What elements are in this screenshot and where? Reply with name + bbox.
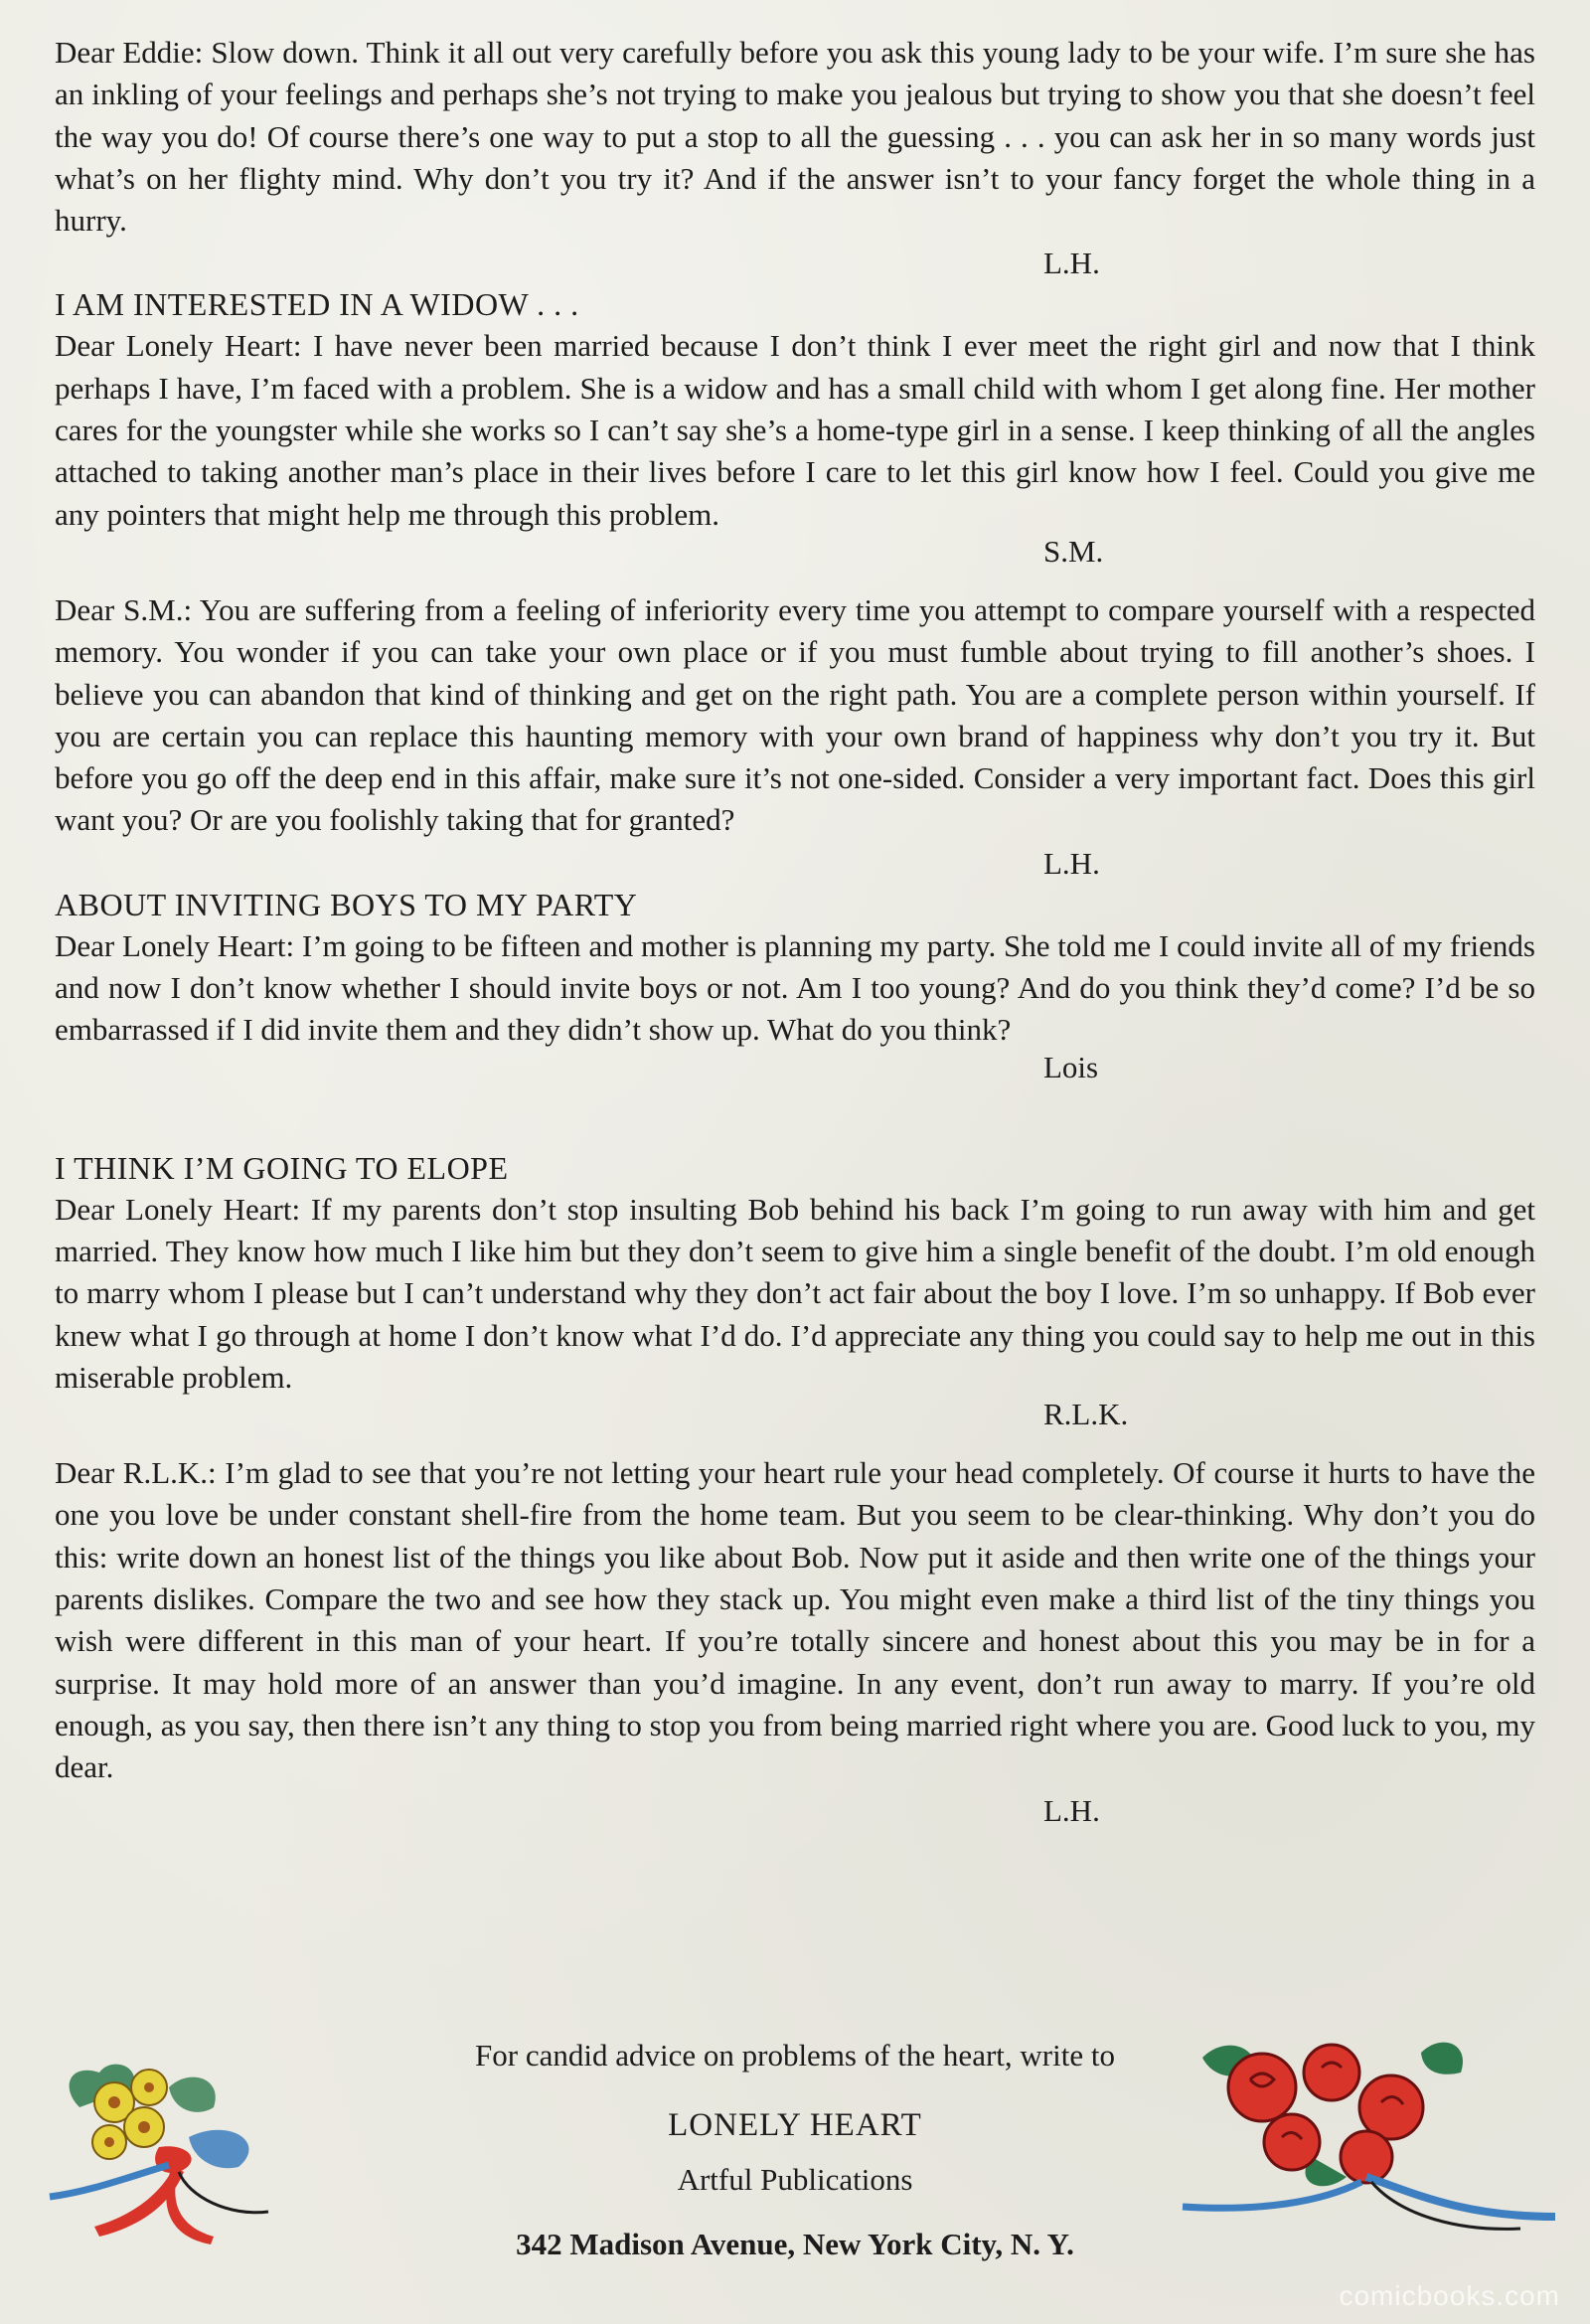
elope-letter-text: Dear Lonely Heart: If my parents don’t stop insulting Bob behind his back I’m going to run away with him and get married. They know how much I like him but they don’t seem to give him a single benefit of the doubt. I’m old enough to marry whom I please but I can’t understand why they don’t act fair about the boy I love. I’m so unhappy. If Bob ever knew what I go through at home I don’t know what I’d do. I’d appreciate any thing you could say to help me out in this miserable problem. [55, 1191, 1535, 1395]
reply-eddie-signature: L.H. [1043, 246, 1100, 281]
reply-rlk-text: Dear R.L.K.: I’m glad to see that you’re not letting your heart rule your head completely. Of course it hurts to have the one you love be under constant shell-fire from the home team. But you seem to be clear-thinking. Why don’t you do this: write down an honest list of the things you like about Bob. Now put it aside and then write one of the things your parents dislikes. Compare the two and see how they stack up. You might even make a third list of the tiny things you wish were different in this man of your heart. If you’re totally sincere and honest about this you may be in for a surprise. It may hold more of an answer than you’d imagine. In any event, don’t run away to marry. If you’re old enough, as you say, then there isn’t any thing to stop you from being married right where you are. Good luck to you, my dear. [55, 1455, 1535, 1785]
widow-letter-signature: S.M. [1043, 533, 1104, 569]
reply-sm-text: Dear S.M.: You are suffering from a feeling of inferiority every time you attempt to compare yourself with a respected memory. You wonder if you can take your own place or if you must fumble about trying to fill another’s shoes. I believe you can abandon that kind of thinking and get on the right path. You are a complete person within yourself. If you are certain you can replace this haunting memory with your own brand of happiness why don’t you try it. But before you go off the deep end in this affair, make sure it’s not one-sided. Consider a very important fact. Does this girl want you? Or are you foolishly taking that for granted? [55, 591, 1535, 838]
spacer [55, 1434, 1535, 1452]
party-heading: ABOUT INVITING BOYS TO MY PARTY [55, 886, 638, 922]
letters-column [55, 32, 1535, 1831]
widow-heading: I AM INTERESTED IN A WIDOW . . . [55, 286, 579, 323]
party-letter-text: Dear Lonely Heart: I’m going to be fifteen and mother is planning my party. She told me I could invite all of my friends and now I don’t know whether I should invite boys or not. Am I too young? And do you think they’d come? I’d be so embarrassed if I did invite them and they didn’t show up. What do you think? [55, 927, 1535, 1048]
party-letter-signature: Lois [1043, 1049, 1099, 1084]
reply-eddie-text: Dear Eddie: Slow down. Think it all out very carefully before you ask this young lady to be your wife. I’m sure she has an inkling of your feelings and perhaps she’s not trying to make you jealous but trying to show you that she doesn’t feel the way you do! Of course there’s one way to put a stop to all the guessing . . . you can ask her in so many words just what’s on her flighty mind. Why don’t you try it? And if the answer isn’t to your fancy forget the whole thing in a hurry. [55, 35, 1535, 239]
elope-letter-signature: R.L.K. [1043, 1397, 1129, 1432]
footer-address: 342 Madison Avenue, New York City, N. Y. [516, 2227, 1074, 2261]
footer-name: LONELY HEART [668, 2107, 922, 2143]
rose-bouquet-icon [1163, 2018, 1560, 2246]
spacer [55, 572, 1535, 589]
widow-letter-text: Dear Lonely Heart: I have never been married because I don’t think I ever meet the right girl and now that I think perhaps I have, I’m faced with a problem. She is a widow and has a small child with whom I get along fine. Her mother cares for the youngster while she works so I can’t say she’s a home-type girl in a sense. I keep thinking of all the angles attached to taking another man’s place in their lives before I care to let this girl know how I feel. Could you give me any pointers that might help me through this problem. [55, 328, 1535, 532]
reply-rlk-signature: L.H. [1043, 1792, 1100, 1828]
footer-publisher: Artful Publications [677, 2162, 913, 2197]
footer-intro: For candid advice on problems of the heart, write to [475, 2038, 1115, 2073]
watermark: comicbooks.com [1339, 2280, 1560, 2311]
spacer [55, 1087, 1535, 1147]
elope-heading: I THINK I’M GOING TO ELOPE [55, 1149, 509, 1186]
yellow-bouquet-icon [40, 2048, 298, 2246]
reply-sm-signature: L.H. [1043, 845, 1100, 881]
